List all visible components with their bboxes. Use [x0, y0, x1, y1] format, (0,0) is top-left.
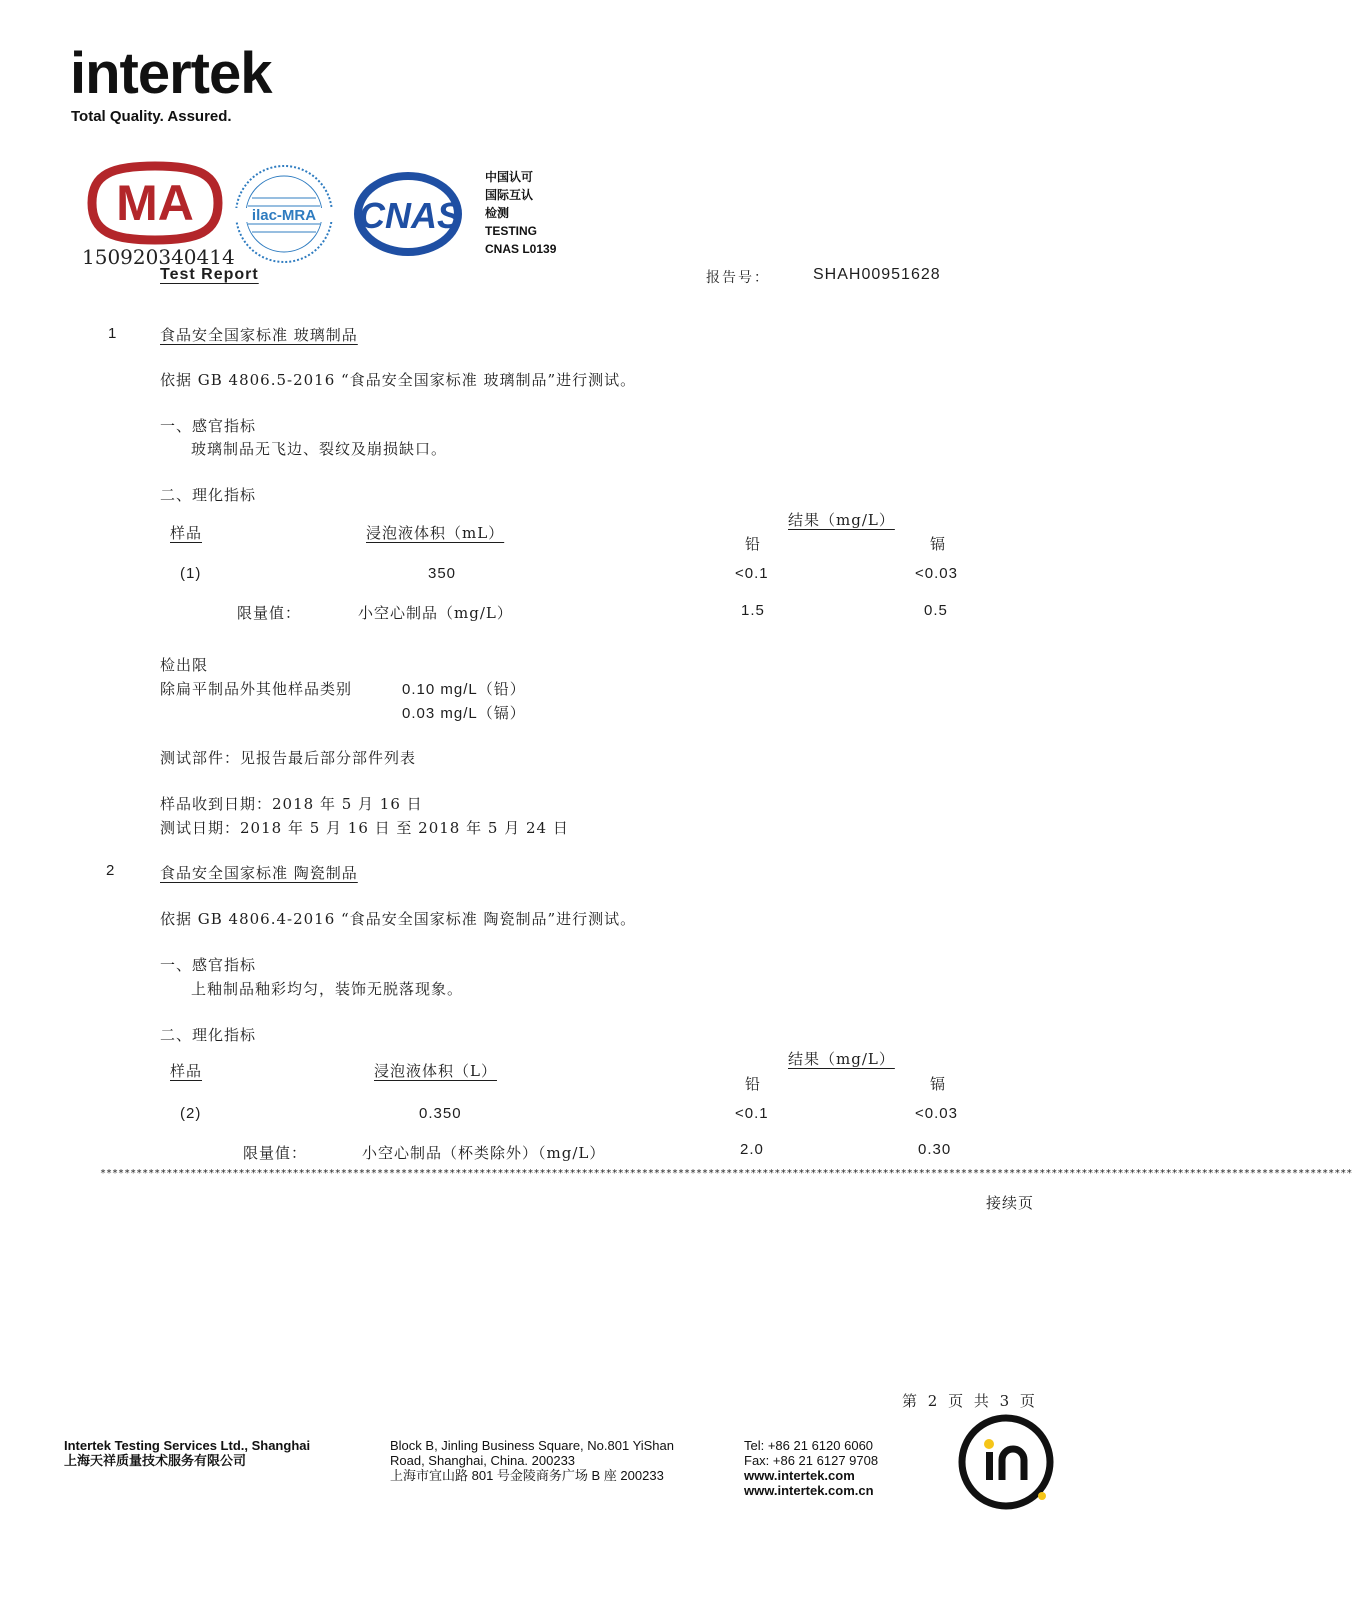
sample-volume: 350	[428, 565, 457, 582]
sample-id: (1)	[180, 565, 202, 582]
result-cadmium: <0.03	[915, 1105, 958, 1122]
company-en: Intertek Testing Services Ltd., Shanghai	[64, 1438, 311, 1453]
intertek-logo: intertek	[70, 41, 272, 106]
report-title: Test Report	[160, 266, 259, 283]
address-line: Block B, Jinling Business Square, No.801 YiShan	[390, 1438, 675, 1453]
ilac-text: ilac-MRA	[251, 207, 317, 224]
cnas-line: CNAS L0139	[485, 242, 557, 256]
detect-lead: 0.10 mg/L（铅）	[402, 681, 526, 698]
col-volume: 浸泡液体积（mL）	[366, 524, 505, 542]
footer-company	[64, 1438, 310, 1468]
limit-cadmium: 0.30	[918, 1141, 952, 1158]
section-number: 1	[108, 325, 118, 342]
cma-mark	[82, 162, 228, 248]
cma-text: MA	[116, 175, 194, 231]
sensory-text: 玻璃制品无飞边、裂纹及崩损缺口。	[191, 440, 448, 458]
result-cadmium: <0.03	[915, 565, 958, 582]
footer-contact	[744, 1438, 878, 1498]
cnas-text: CNAS	[358, 195, 462, 236]
col-cadmium: 镉	[930, 1075, 947, 1093]
limit-desc: 小空心制品（杯类除外）（mg/L）	[362, 1144, 606, 1162]
limit-label: 限量值：	[243, 1144, 308, 1162]
sensory-text: 上釉制品釉彩均匀，装饰无脱落现象。	[191, 980, 464, 998]
detect-label: 除扁平制品外其他样品类别	[160, 680, 353, 698]
continued-note: 接续页	[986, 1194, 1035, 1212]
intertek-badge-icon	[956, 1412, 1056, 1516]
company-cn: 上海天祥质量技术服务有限公司	[64, 1453, 247, 1468]
col-sample: 样品	[170, 524, 203, 542]
section-title: 食品安全国家标准 玻璃制品	[160, 326, 358, 344]
footer-address	[390, 1438, 674, 1483]
limit-lead: 1.5	[741, 602, 765, 619]
limit-desc: 小空心制品（mg/L）	[358, 604, 513, 622]
col-lead: 铅	[745, 535, 762, 553]
detect-heading: 检出限	[160, 656, 209, 674]
col-lead: 铅	[745, 1075, 762, 1093]
section-title: 食品安全国家标准 陶瓷制品	[160, 864, 358, 882]
limit-lead: 2.0	[740, 1141, 764, 1158]
cnas-line: TESTING	[485, 224, 538, 238]
ilac-mra-mark	[232, 162, 336, 270]
result-lead: <0.1	[735, 1105, 769, 1122]
cnas-line: 检测	[485, 206, 510, 220]
tagline: Total Quality. Assured.	[71, 108, 232, 125]
col-result: 结果（mg/L）	[788, 511, 895, 529]
sensory-heading: 一、感官指标	[160, 417, 257, 435]
cnas-line: 国际互认	[485, 188, 534, 202]
test-basis: 依据 GB 4806.5-2016 “食品安全国家标准 玻璃制品”进行测试。	[160, 371, 637, 389]
physchem-heading: 二、理化指标	[160, 486, 257, 504]
col-cadmium: 镉	[930, 535, 947, 553]
col-result: 结果（mg/L）	[788, 1050, 895, 1068]
received-date: 样品收到日期：2018 年 5 月 16 日	[160, 795, 423, 813]
sample-id: (2)	[180, 1105, 202, 1122]
limit-label: 限量值：	[237, 604, 302, 622]
col-sample: 样品	[170, 1062, 203, 1080]
col-volume: 浸泡液体积（L）	[374, 1062, 497, 1080]
website-link[interactable]: www.intertek.com	[744, 1468, 855, 1483]
result-lead: <0.1	[735, 565, 769, 582]
test-basis: 依据 GB 4806.4-2016 “食品安全国家标准 陶瓷制品”进行测试。	[160, 910, 637, 928]
cma-number: 150920340414	[82, 245, 235, 269]
test-date: 测试日期：2018 年 5 月 16 日 至 2018 年 5 月 24 日	[160, 819, 569, 837]
address-line: Road, Shanghai, China. 200233	[390, 1453, 576, 1468]
report-no-label: 报告号：	[706, 270, 770, 286]
limit-cadmium: 0.5	[924, 602, 948, 619]
sensory-heading: 一、感官指标	[160, 956, 257, 974]
sample-volume: 0.350	[419, 1105, 462, 1122]
cnas-line: 中国认可	[485, 170, 534, 184]
page-indicator: 第 2 页 共 3 页	[902, 1392, 1038, 1410]
fax: Fax: +86 21 6127 9708	[744, 1453, 879, 1468]
star-divider: ****************************************************************************************************************************************************************************************************************	[100, 1168, 1352, 1179]
report-no: SHAH00951628	[813, 266, 941, 283]
cnas-mark	[350, 168, 472, 264]
tel: Tel: +86 21 6120 6060	[744, 1438, 874, 1453]
test-parts: 测试部件：见报告最后部分部件列表	[160, 749, 417, 767]
address-line: 上海市宜山路 801 号金陵商务广场 B 座 200233	[390, 1468, 664, 1483]
cnas-caption	[485, 168, 556, 258]
website-link[interactable]: www.intertek.com.cn	[744, 1483, 874, 1498]
detect-cadmium: 0.03 mg/L（镉）	[402, 705, 526, 722]
section-number: 2	[106, 862, 116, 879]
physchem-heading: 二、理化指标	[160, 1026, 257, 1044]
